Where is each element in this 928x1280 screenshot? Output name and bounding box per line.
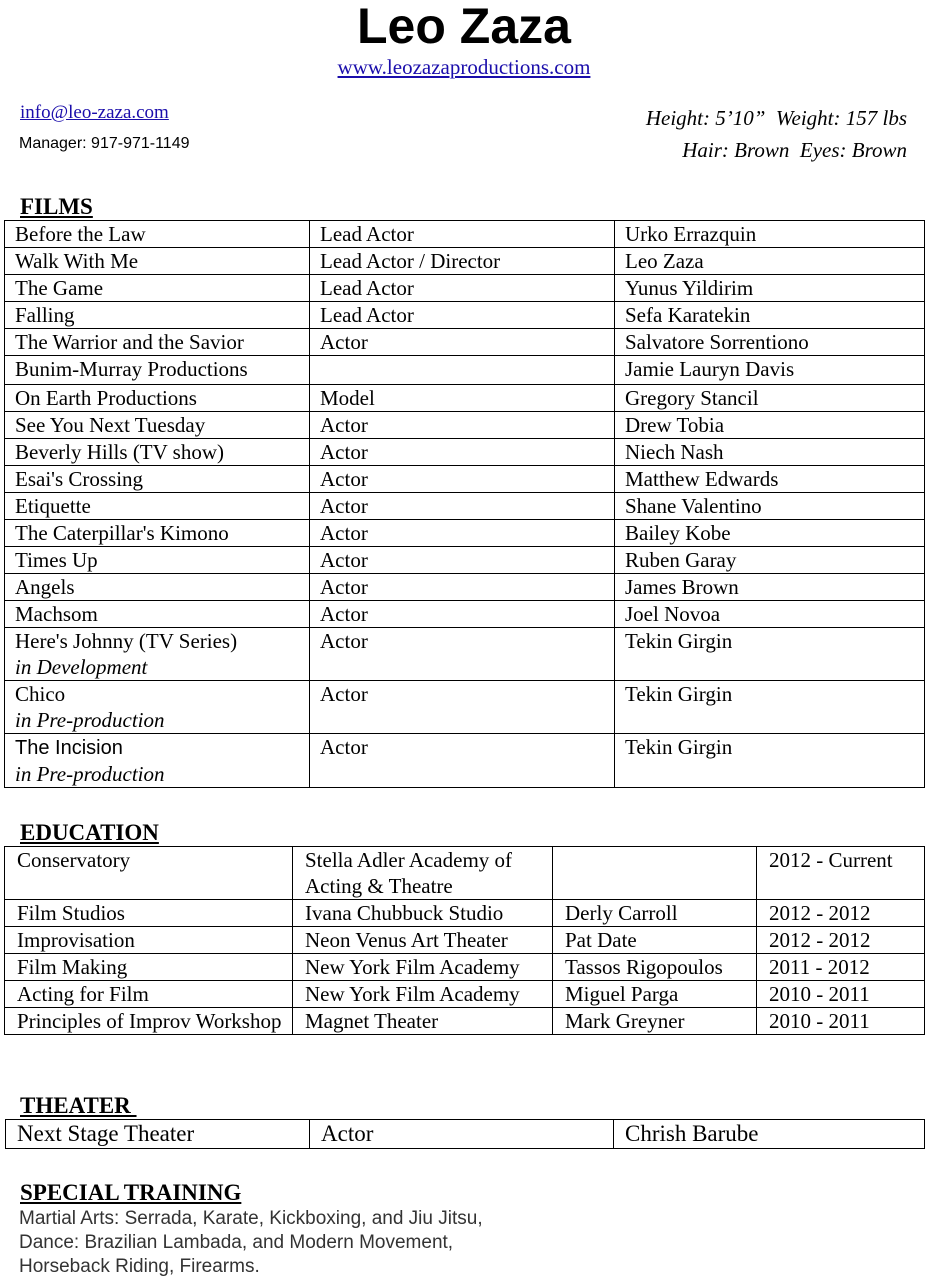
theater-role — [310, 1120, 614, 1149]
film-director-text: Urko Errazquin — [625, 222, 757, 246]
film-director-text: Ruben Garay — [625, 548, 737, 572]
education-years — [757, 927, 925, 954]
film-title-text: See You Next Tuesday — [15, 413, 206, 437]
film-title-text: Esai's Crossing — [15, 467, 144, 491]
education-years — [757, 981, 925, 1008]
film-role — [310, 329, 615, 356]
film-director-text: Drew Tobia — [625, 413, 725, 437]
film-title — [5, 547, 310, 574]
education-school-text: New York Film Academy — [305, 982, 520, 1006]
film-row — [5, 385, 925, 412]
theater-venue — [6, 1120, 310, 1149]
film-title — [5, 275, 310, 302]
film-director — [615, 466, 925, 493]
education-subject — [5, 900, 293, 927]
film-row — [5, 329, 925, 356]
education-school-text: New York Film Academy — [305, 955, 520, 979]
theater-director — [614, 1120, 925, 1149]
education-teacher-text: Miguel Parga — [565, 982, 679, 1006]
special-training-line: Dance: Brazilian Lambada, and Modern Movement, — [19, 1232, 454, 1253]
film-role-text: Actor — [320, 548, 368, 572]
theater-row — [6, 1120, 925, 1149]
film-title — [5, 221, 310, 248]
education-teacher — [553, 927, 757, 954]
film-director — [615, 681, 925, 734]
film-title — [5, 412, 310, 439]
film-title — [5, 574, 310, 601]
height-weight: Height: 5’10” Weight: 157 lbs — [645, 106, 907, 130]
education-subject-text: Principles of Improv Workshop — [17, 1009, 282, 1033]
film-director — [615, 356, 925, 385]
manager-phone: Manager: 917-971-1149 — [19, 135, 190, 152]
film-director — [615, 493, 925, 520]
film-role — [310, 221, 615, 248]
education-subject-text: Film Studios — [17, 901, 125, 925]
film-role — [310, 466, 615, 493]
theater-heading: THEATER — [20, 1093, 137, 1118]
education-subject — [5, 954, 293, 981]
education-teacher — [553, 1008, 757, 1035]
education-school-text: Neon Venus Art Theater — [305, 928, 508, 952]
film-director-text: Niech Nash — [625, 440, 724, 464]
education-years-text: 2012 - 2012 — [769, 928, 871, 952]
education-row — [5, 954, 925, 981]
film-title-text: Etiquette — [15, 494, 91, 518]
film-role-text: Actor — [320, 602, 368, 626]
film-title-text: Angels — [15, 575, 75, 599]
special-training-list — [19, 1207, 483, 1279]
education-years — [757, 847, 925, 900]
education-teacher-text: Tassos Rigopoulos — [565, 955, 723, 979]
film-row — [5, 356, 925, 385]
film-title — [5, 628, 310, 681]
film-title — [5, 385, 310, 412]
film-title — [5, 601, 310, 628]
education-teacher — [553, 954, 757, 981]
film-title-text: Beverly Hills (TV show) — [15, 440, 225, 464]
film-role — [310, 275, 615, 302]
film-title-text: Walk With Me — [15, 249, 139, 273]
film-row — [5, 466, 925, 493]
education-subject-text: Film Making — [17, 955, 128, 979]
email-link[interactable]: info@leo-zaza.com — [20, 102, 169, 123]
film-director-text: Leo Zaza — [625, 249, 704, 273]
film-director — [615, 601, 925, 628]
education-school — [293, 981, 553, 1008]
film-director — [615, 439, 925, 466]
education-subject — [5, 1008, 293, 1035]
film-director-text: Salvatore Sorrentiono — [625, 330, 809, 354]
film-role-text: Lead Actor — [320, 276, 414, 300]
education-table — [4, 846, 925, 1035]
film-title — [5, 466, 310, 493]
education-years-text: 2010 - 2011 — [769, 982, 870, 1006]
film-title — [5, 493, 310, 520]
film-title-text: On Earth Productions — [15, 386, 197, 410]
education-row — [5, 847, 925, 900]
film-row — [5, 734, 925, 788]
film-status-note: in Pre-production — [15, 708, 165, 732]
film-row — [5, 302, 925, 329]
education-years-text: 2011 - 2012 — [769, 955, 870, 979]
film-role-text: Actor — [320, 575, 368, 599]
film-role — [310, 248, 615, 275]
film-title-text: The Caterpillar's Kimono — [15, 521, 229, 545]
education-years — [757, 954, 925, 981]
film-role-text: Model — [320, 386, 375, 410]
education-teacher — [553, 981, 757, 1008]
film-title — [5, 520, 310, 547]
theater-table — [5, 1119, 925, 1149]
film-director-text: Jamie Lauryn Davis — [625, 357, 795, 381]
website-line — [0, 54, 928, 80]
film-role-text: Actor — [320, 735, 368, 759]
film-row — [5, 681, 925, 734]
film-row — [5, 221, 925, 248]
theater-director-text: Chrish Barube — [625, 1121, 759, 1146]
education-subject — [5, 981, 293, 1008]
theater-venue-text: Next Stage Theater — [17, 1121, 195, 1146]
film-role-text: Actor — [320, 467, 368, 491]
film-role — [310, 681, 615, 734]
education-teacher — [553, 847, 757, 900]
film-director — [615, 248, 925, 275]
film-role-text: Actor — [320, 440, 368, 464]
education-school-text: Stella Adler Academy of Acting & Theatre — [305, 848, 513, 898]
film-role-text: Actor — [320, 629, 368, 653]
film-director-text: Gregory Stancil — [625, 386, 759, 410]
education-teacher-text: Derly Carroll — [565, 901, 678, 925]
film-status-note: in Pre-production — [15, 762, 165, 786]
theater-role-text: Actor — [321, 1121, 374, 1146]
film-role — [310, 412, 615, 439]
education-years — [757, 900, 925, 927]
film-director-text: Yunus Yildirim — [625, 276, 754, 300]
film-director — [615, 734, 925, 788]
film-director — [615, 221, 925, 248]
education-years — [757, 1008, 925, 1035]
education-years-text: 2012 - Current — [769, 848, 893, 872]
film-title-text: The Game — [15, 276, 104, 300]
film-title-text: Machsom — [15, 602, 98, 626]
film-title — [5, 329, 310, 356]
film-title — [5, 734, 310, 788]
education-school — [293, 900, 553, 927]
film-director — [615, 574, 925, 601]
film-role-text: Lead Actor — [320, 303, 414, 327]
education-school — [293, 1008, 553, 1035]
film-director — [615, 412, 925, 439]
film-director-text: Tekin Girgin — [625, 682, 733, 706]
film-row — [5, 547, 925, 574]
film-role — [310, 302, 615, 329]
film-role-text: Lead Actor / Director — [320, 249, 501, 273]
film-role-text: Actor — [320, 521, 368, 545]
film-director — [615, 547, 925, 574]
film-title-text: The Incision — [15, 737, 123, 759]
film-row — [5, 601, 925, 628]
film-title — [5, 439, 310, 466]
film-director — [615, 302, 925, 329]
film-title-text: Chico — [15, 682, 66, 706]
films-heading: FILMS — [20, 194, 93, 219]
film-title-text: The Warrior and the Savior — [15, 330, 244, 354]
education-school-text: Magnet Theater — [305, 1009, 439, 1033]
film-row — [5, 275, 925, 302]
film-role — [310, 601, 615, 628]
film-title-text: Here's Johnny (TV Series) — [15, 629, 238, 653]
resume-name: Leo Zaza — [357, 0, 571, 54]
film-title-text: Times Up — [15, 548, 98, 572]
education-school — [293, 847, 553, 900]
education-row — [5, 900, 925, 927]
film-director — [615, 275, 925, 302]
hair-eyes: Hair: Brown Eyes: Brown — [682, 138, 907, 162]
education-row — [5, 927, 925, 954]
film-role — [310, 439, 615, 466]
film-role-text: Lead Actor — [320, 222, 414, 246]
film-row — [5, 520, 925, 547]
film-row — [5, 628, 925, 681]
special-training-heading: SPECIAL TRAINING — [20, 1180, 242, 1205]
film-role — [310, 574, 615, 601]
film-role-text: Actor — [320, 413, 368, 437]
education-teacher — [553, 900, 757, 927]
website-link[interactable]: www.leozazaproductions.com — [337, 55, 591, 79]
education-teacher-text: Pat Date — [565, 928, 637, 952]
education-subject-text: Conservatory — [17, 848, 131, 872]
film-role — [310, 493, 615, 520]
film-director — [615, 385, 925, 412]
film-director-text: Matthew Edwards — [625, 467, 779, 491]
film-row — [5, 493, 925, 520]
education-years-text: 2010 - 2011 — [769, 1009, 870, 1033]
film-title — [5, 356, 310, 385]
film-role — [310, 734, 615, 788]
film-role — [310, 385, 615, 412]
education-years-text: 2012 - 2012 — [769, 901, 871, 925]
education-row — [5, 981, 925, 1008]
film-title-text: Falling — [15, 303, 75, 327]
film-role-text: Actor — [320, 682, 368, 706]
film-director-text: Tekin Girgin — [625, 629, 733, 653]
email-line — [20, 101, 169, 125]
special-training-line: Horseback Riding, Firearms. — [19, 1256, 260, 1277]
film-director-text: Joel Novoa — [625, 602, 721, 626]
film-director — [615, 628, 925, 681]
film-title — [5, 302, 310, 329]
film-director-text: Shane Valentino — [625, 494, 762, 518]
film-director-text: Sefa Karatekin — [625, 303, 751, 327]
film-role-text: Actor — [320, 330, 368, 354]
education-heading: EDUCATION — [20, 820, 159, 845]
education-teacher-text: Mark Greyner — [565, 1009, 685, 1033]
film-director — [615, 329, 925, 356]
film-title-text: Before the Law — [15, 222, 146, 246]
film-director — [615, 520, 925, 547]
education-row — [5, 1008, 925, 1035]
film-title — [5, 248, 310, 275]
film-role-text: Actor — [320, 494, 368, 518]
film-title-text: Bunim-Murray Productions — [15, 357, 248, 381]
films-table — [4, 220, 925, 788]
education-school-text: Ivana Chubbuck Studio — [305, 901, 504, 925]
education-school — [293, 927, 553, 954]
education-subject-text: Acting for Film — [17, 982, 149, 1006]
film-status-note: in Development — [15, 655, 148, 679]
education-subject — [5, 847, 293, 900]
film-director-text: Tekin Girgin — [625, 735, 733, 759]
film-role — [310, 547, 615, 574]
film-row — [5, 439, 925, 466]
film-row — [5, 574, 925, 601]
education-school — [293, 954, 553, 981]
film-title — [5, 681, 310, 734]
film-role — [310, 628, 615, 681]
film-role — [310, 520, 615, 547]
education-subject-text: Improvisation — [17, 928, 135, 952]
film-role — [310, 356, 615, 385]
film-director-text: James Brown — [625, 575, 739, 599]
education-subject — [5, 927, 293, 954]
film-row — [5, 248, 925, 275]
film-row — [5, 412, 925, 439]
film-director-text: Bailey Kobe — [625, 521, 731, 545]
special-training-line: Martial Arts: Serrada, Karate, Kickboxing, and Jiu Jitsu, — [19, 1208, 483, 1229]
